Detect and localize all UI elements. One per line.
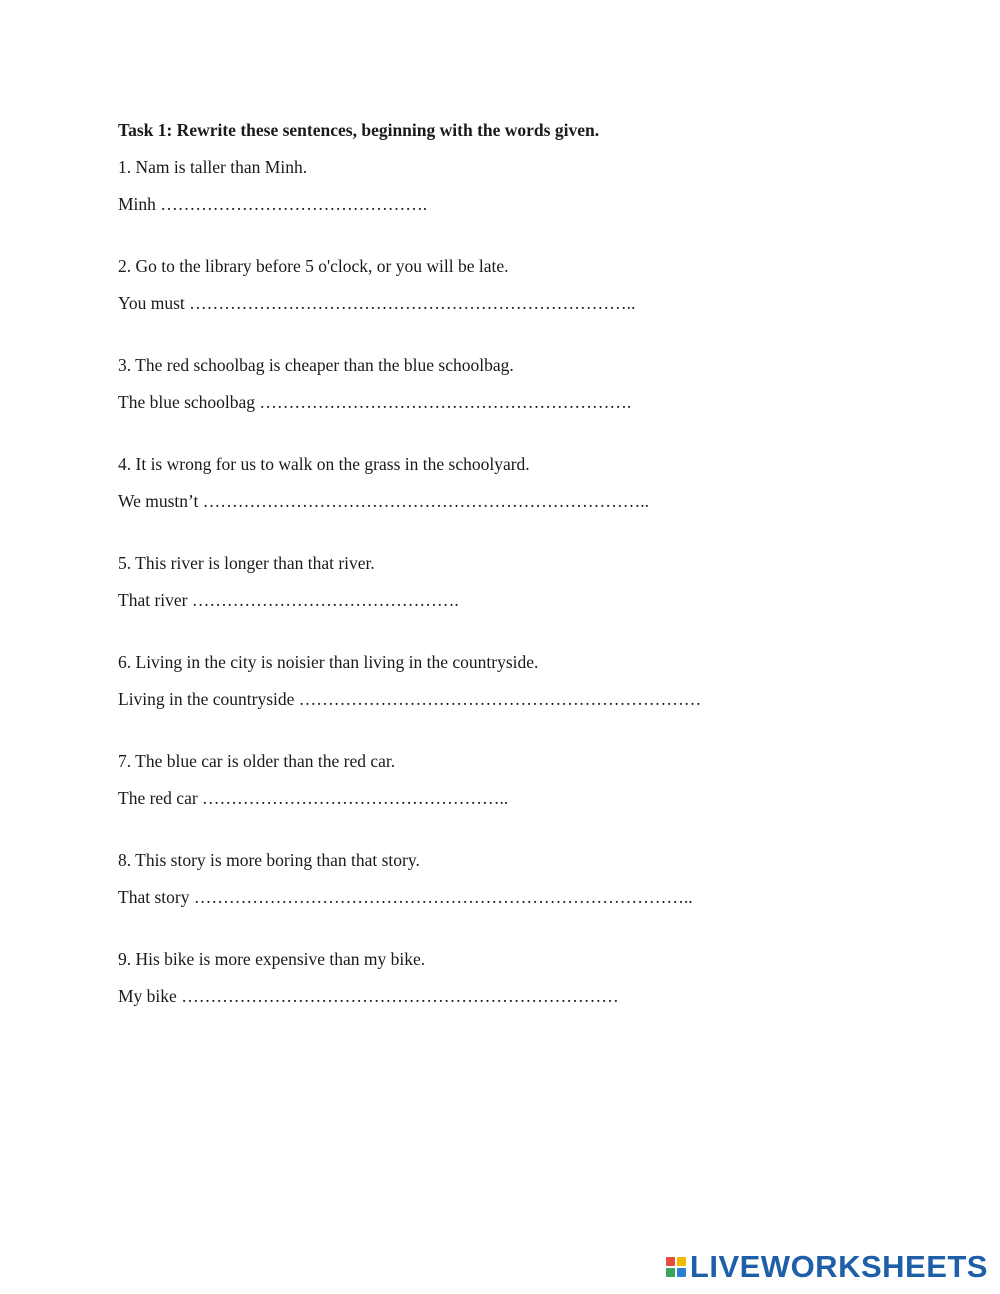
exercise-prompt: 7. The blue car is older than the red car. (118, 751, 396, 771)
exercise-item (118, 551, 938, 612)
answer-line: You must ………………………………………………………………….. (118, 293, 636, 313)
exercise-item (118, 650, 938, 711)
answer-line: Living in the countryside …………………………………………………………… (118, 689, 702, 709)
exercise-item (118, 353, 938, 414)
exercise-item (118, 947, 938, 1008)
answer-line: That river ………………………………………. (118, 590, 459, 610)
task-title: Task 1: Rewrite these sentences, beginning with the words given. (118, 120, 600, 140)
liveworksheets-logo-icon (666, 1257, 686, 1277)
exercise-prompt: 4. It is wrong for us to walk on the grass in the schoolyard. (118, 454, 530, 474)
exercise-prompt: 3. The red schoolbag is cheaper than the blue schoolbag. (118, 355, 514, 375)
exercise-prompt: 9. His bike is more expensive than my bike. (118, 949, 426, 969)
answer-line: Minh ………………………………………. (118, 194, 428, 214)
exercise-prompt: 6. Living in the city is noisier than living in the countryside. (118, 652, 539, 672)
logo-tile (666, 1268, 675, 1277)
exercise-item (118, 749, 938, 810)
exercise-item (118, 848, 938, 909)
answer-line: The red car …………………………………………….. (118, 788, 509, 808)
exercise-item (118, 254, 938, 315)
worksheet-page (118, 118, 938, 1008)
answer-line: The blue schoolbag ………………………………………………………. (118, 392, 632, 412)
liveworksheets-logo[interactable] (666, 1249, 988, 1284)
answer-line: We mustn’t ………………………………………………………………….. (118, 491, 650, 511)
exercise-item (118, 155, 938, 216)
logo-tile (677, 1268, 686, 1277)
exercise-prompt: 1. Nam is taller than Minh. (118, 157, 308, 177)
exercise-prompt: 8. This story is more boring than that story. (118, 850, 420, 870)
logo-tile (666, 1257, 675, 1266)
answer-line: My bike ………………………………………………………………… (118, 986, 619, 1006)
exercise-item (118, 452, 938, 513)
exercise-prompt: 5. This river is longer than that river. (118, 553, 375, 573)
exercise-prompt: 2. Go to the library before 5 o'clock, or you will be late. (118, 256, 509, 276)
answer-line: That story ………………………………………………………………………….. (118, 887, 693, 907)
logo-text: LIVEWORKSHEETS (689, 1249, 988, 1284)
logo-tile (677, 1257, 686, 1266)
